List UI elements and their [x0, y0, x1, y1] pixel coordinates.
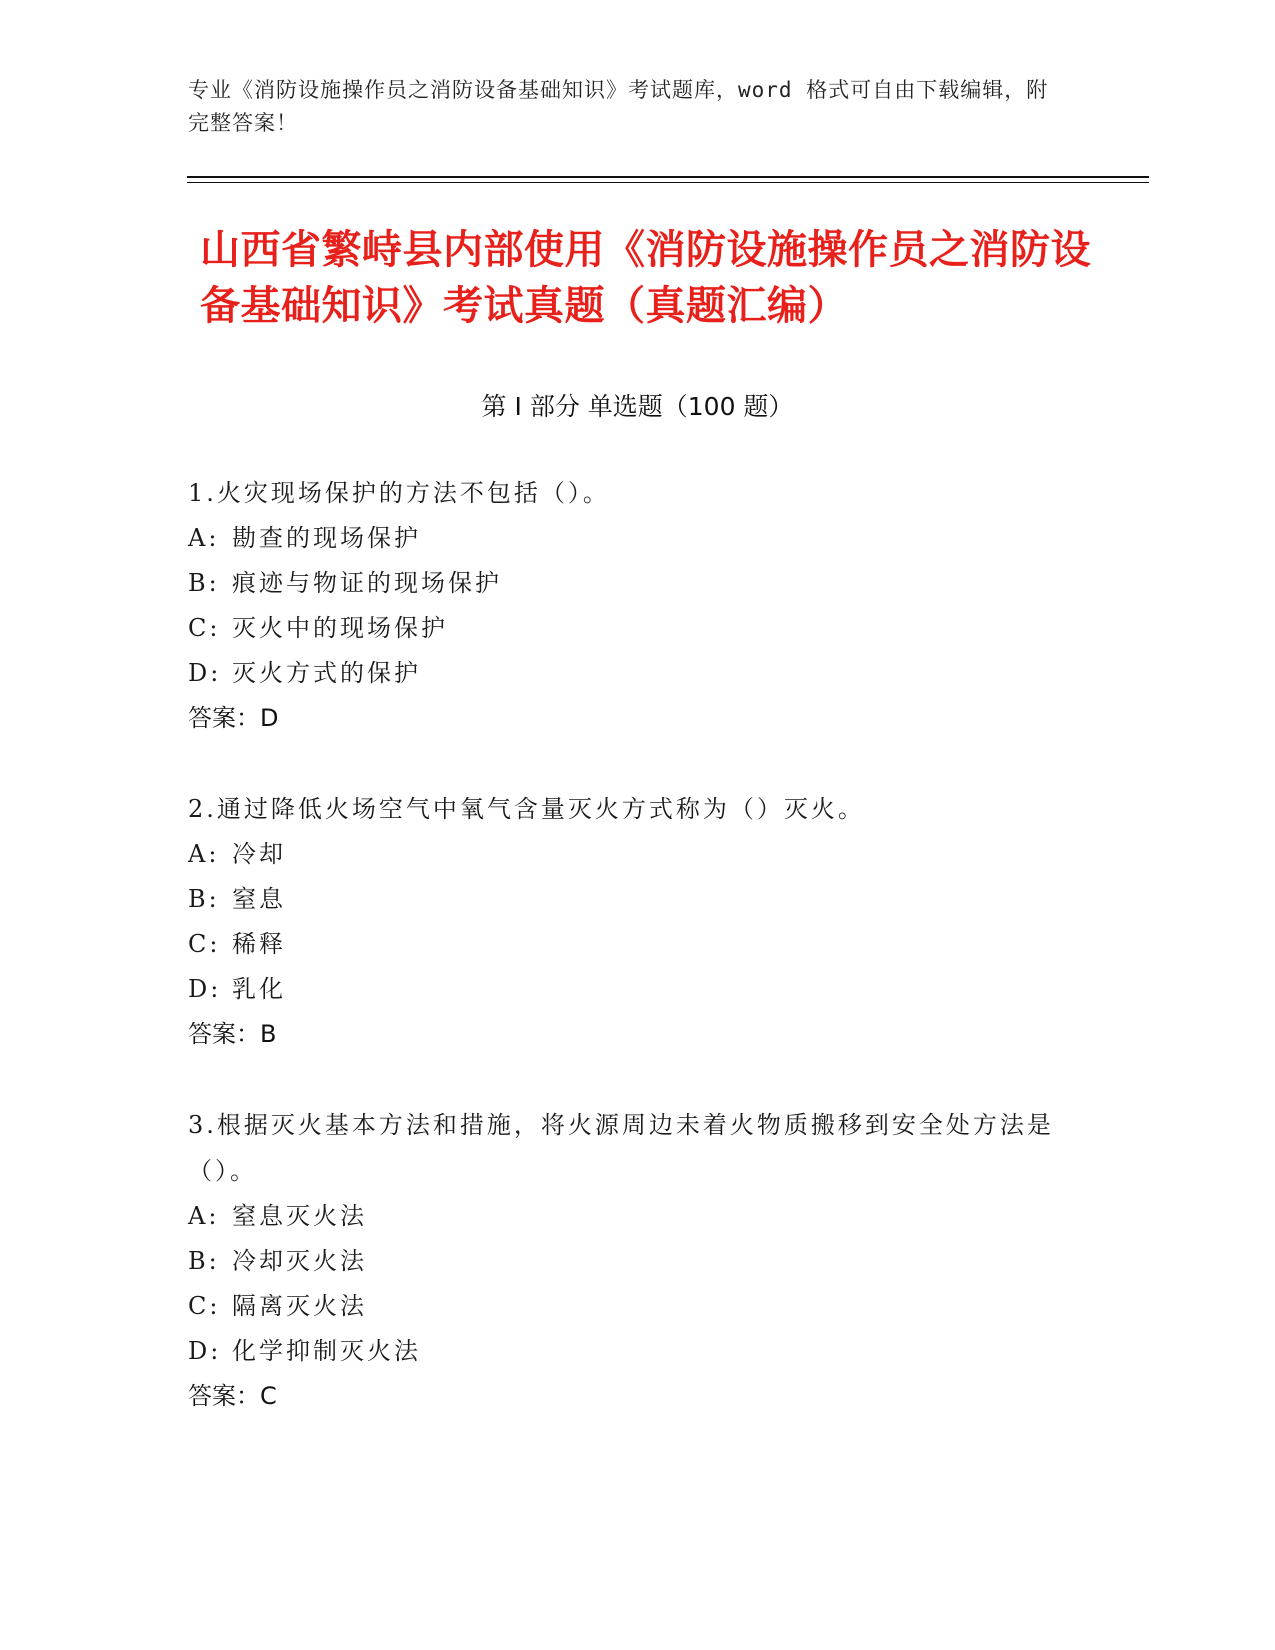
- option-text: 稀释: [232, 930, 286, 958]
- question-item: [188, 470, 1068, 741]
- option-d: [188, 967, 1068, 1012]
- question-stem: 1.火灾现场保护的方法不包括（）。: [188, 479, 610, 507]
- option-a: [188, 1194, 1068, 1239]
- option-c: [188, 1284, 1068, 1329]
- option-letter: C:: [188, 614, 221, 642]
- answer-line: 答案：D: [188, 704, 279, 732]
- answer-line: 答案：C: [188, 1382, 277, 1410]
- option-letter: B:: [188, 569, 220, 597]
- option-d: [188, 1329, 1068, 1374]
- question-item: [188, 1102, 1068, 1419]
- option-c: [188, 606, 1068, 651]
- option-d: [188, 651, 1068, 696]
- section-heading: 第 I 部分 单选题（100 题）: [481, 392, 794, 421]
- option-letter: C:: [188, 1292, 221, 1320]
- option-text: 灭火方式的保护: [232, 659, 421, 687]
- option-text: 冷却灭火法: [232, 1247, 367, 1275]
- header-divider-thin: [187, 182, 1149, 183]
- question-item: [188, 786, 1068, 1057]
- option-text: 窒息: [232, 885, 286, 913]
- question-stem: 3.根据灭火基本方法和措施，将火源周边未着火物质搬移到安全处方法是（）。: [188, 1111, 1054, 1185]
- option-letter: D:: [188, 975, 222, 1003]
- document-title: 山西省繁峙县内部使用《消防设施操作员之消防设备基础知识》考试真题（真题汇编）: [200, 227, 1091, 329]
- option-letter: A:: [188, 524, 220, 552]
- option-text: 乳化: [232, 975, 286, 1003]
- option-text: 痕迹与物证的现场保护: [232, 569, 502, 597]
- header-note: 专业《消防设施操作员之消防设备基础知识》考试题库，word 格式可自由下载编辑，附完整答案！: [188, 78, 1049, 135]
- option-b: [188, 1239, 1068, 1284]
- option-c: [188, 922, 1068, 967]
- option-text: 灭火中的现场保护: [232, 614, 448, 642]
- option-a: [188, 832, 1068, 877]
- option-letter: C:: [188, 930, 221, 958]
- option-text: 窒息灭火法: [232, 1202, 367, 1230]
- option-letter: B:: [188, 1247, 220, 1275]
- option-text: 冷却: [232, 840, 286, 868]
- question-stem: 2.通过降低火场空气中氧气含量灭火方式称为（）灭火。: [188, 795, 865, 823]
- option-letter: D:: [188, 659, 222, 687]
- option-letter: A:: [188, 840, 220, 868]
- option-text: 隔离灭火法: [232, 1292, 367, 1320]
- option-a: [188, 516, 1068, 561]
- option-text: 化学抑制灭火法: [232, 1337, 421, 1365]
- option-b: [188, 561, 1068, 606]
- option-letter: B:: [188, 885, 220, 913]
- option-letter: D:: [188, 1337, 222, 1365]
- option-letter: A:: [188, 1202, 220, 1230]
- answer-line: 答案：B: [188, 1020, 277, 1048]
- option-text: 勘查的现场保护: [232, 524, 421, 552]
- header-divider-thick: [187, 176, 1149, 178]
- option-b: [188, 877, 1068, 922]
